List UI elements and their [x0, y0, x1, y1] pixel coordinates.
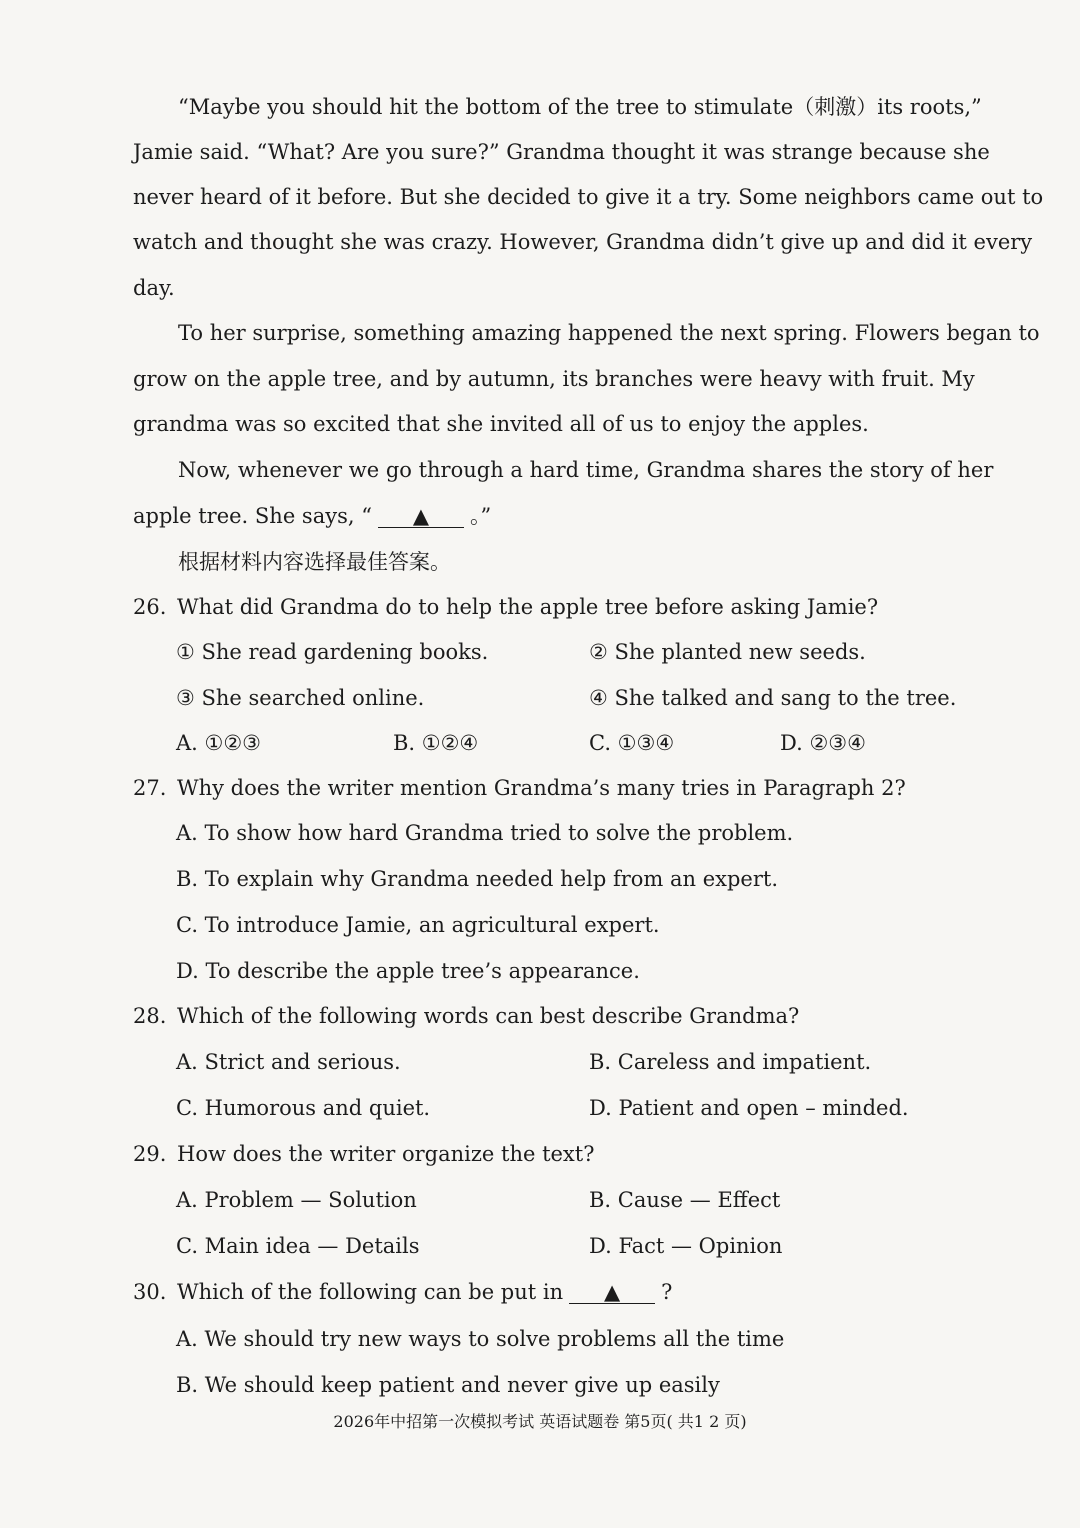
passage-text: 。” [469, 504, 492, 528]
question-number: 30. [133, 1280, 167, 1304]
passage-line: never heard of it before. But she decided to give it a try. Some neighbors came out to [133, 185, 1044, 209]
option-a[interactable]: A. Problem — Solution [176, 1188, 417, 1212]
option-b[interactable]: B. Cause — Effect [589, 1188, 781, 1212]
option-d[interactable]: D. ②③④ [780, 731, 866, 755]
question-30 [133, 1277, 948, 1307]
option-b[interactable]: B. Careless and impatient. [589, 1050, 872, 1074]
passage-line: Now, whenever we go through a hard time, Grandma shares the story of her [178, 458, 994, 482]
question-number: 28. [133, 1004, 167, 1028]
option-c[interactable]: C. ①③④ [589, 731, 675, 755]
option-c[interactable]: C. Humorous and quiet. [176, 1096, 431, 1120]
question-29 [133, 1139, 948, 1169]
question-number: 29. [133, 1142, 167, 1166]
passage-line: “Maybe you should hit the bottom of the tree to stimulate（刺激）its roots,” [178, 95, 982, 119]
question-27 [133, 773, 948, 803]
statement-item: ① She read gardening books. [176, 640, 489, 664]
page-footer: 2026年中招第一次模拟考试 英语试题卷 第5页( 共1 2 页) [333, 1412, 747, 1431]
instruction: 根据材料内容选择最佳答案。 [178, 550, 451, 574]
option-d[interactable]: D. Patient and open – minded. [589, 1096, 909, 1120]
statement-item: ② She planted new seeds. [589, 640, 866, 664]
statement-item: ③ She searched online. [176, 686, 425, 710]
option-b[interactable]: B. To explain why Grandma needed help from an expert. [176, 867, 779, 891]
option-d[interactable]: D. To describe the apple tree’s appearance. [176, 959, 640, 983]
question-text: Which of the following can be put in [177, 1280, 564, 1304]
passage-line: day. [133, 276, 175, 300]
passage-line: To her surprise, something amazing happened the next spring. Flowers began to [178, 321, 1040, 345]
passage-last-line [133, 501, 948, 531]
question-number: 26. [133, 595, 167, 619]
question-text: ? [661, 1280, 673, 1304]
passage-line: grandma was so excited that she invited all of us to enjoy the apples. [133, 412, 869, 436]
option-c[interactable]: C. To introduce Jamie, an agricultural expert. [176, 913, 660, 937]
option-d[interactable]: D. Fact — Opinion [589, 1234, 783, 1258]
passage-text: apple tree. She says, “ [133, 504, 372, 528]
option-b[interactable]: B. We should keep patient and never give up easily [176, 1373, 720, 1397]
question-text: Why does the writer mention Grandma’s many tries in Paragraph 2? [177, 776, 906, 800]
question-number: 27. [133, 776, 167, 800]
option-b[interactable]: B. ①②④ [393, 731, 479, 755]
option-a[interactable]: A. ①②③ [176, 731, 261, 755]
option-c[interactable]: C. Main idea — Details [176, 1234, 420, 1258]
answer-blank: ▲ [569, 1281, 655, 1304]
question-text: What did Grandma do to help the apple tree before asking Jamie? [177, 595, 879, 619]
statement-item: ④ She talked and sang to the tree. [589, 686, 957, 710]
question-text: How does the writer organize the text? [177, 1142, 595, 1166]
question-26 [133, 592, 948, 622]
passage-line: grow on the apple tree, and by autumn, its branches were heavy with fruit. My [133, 367, 975, 391]
option-a[interactable]: A. We should try new ways to solve problems all the time [176, 1327, 785, 1351]
passage-line: Jamie said. “What? Are you sure?” Grandma thought it was strange because she [133, 140, 990, 164]
option-a[interactable]: A. To show how hard Grandma tried to solve the problem. [176, 821, 794, 845]
passage-line: watch and thought she was crazy. However, Grandma didn’t give up and did it every [133, 230, 1033, 254]
question-text: Which of the following words can best describe Grandma? [177, 1004, 800, 1028]
option-a[interactable]: A. Strict and serious. [176, 1050, 401, 1074]
answer-blank: ▲ [378, 505, 464, 528]
question-28 [133, 1001, 948, 1031]
